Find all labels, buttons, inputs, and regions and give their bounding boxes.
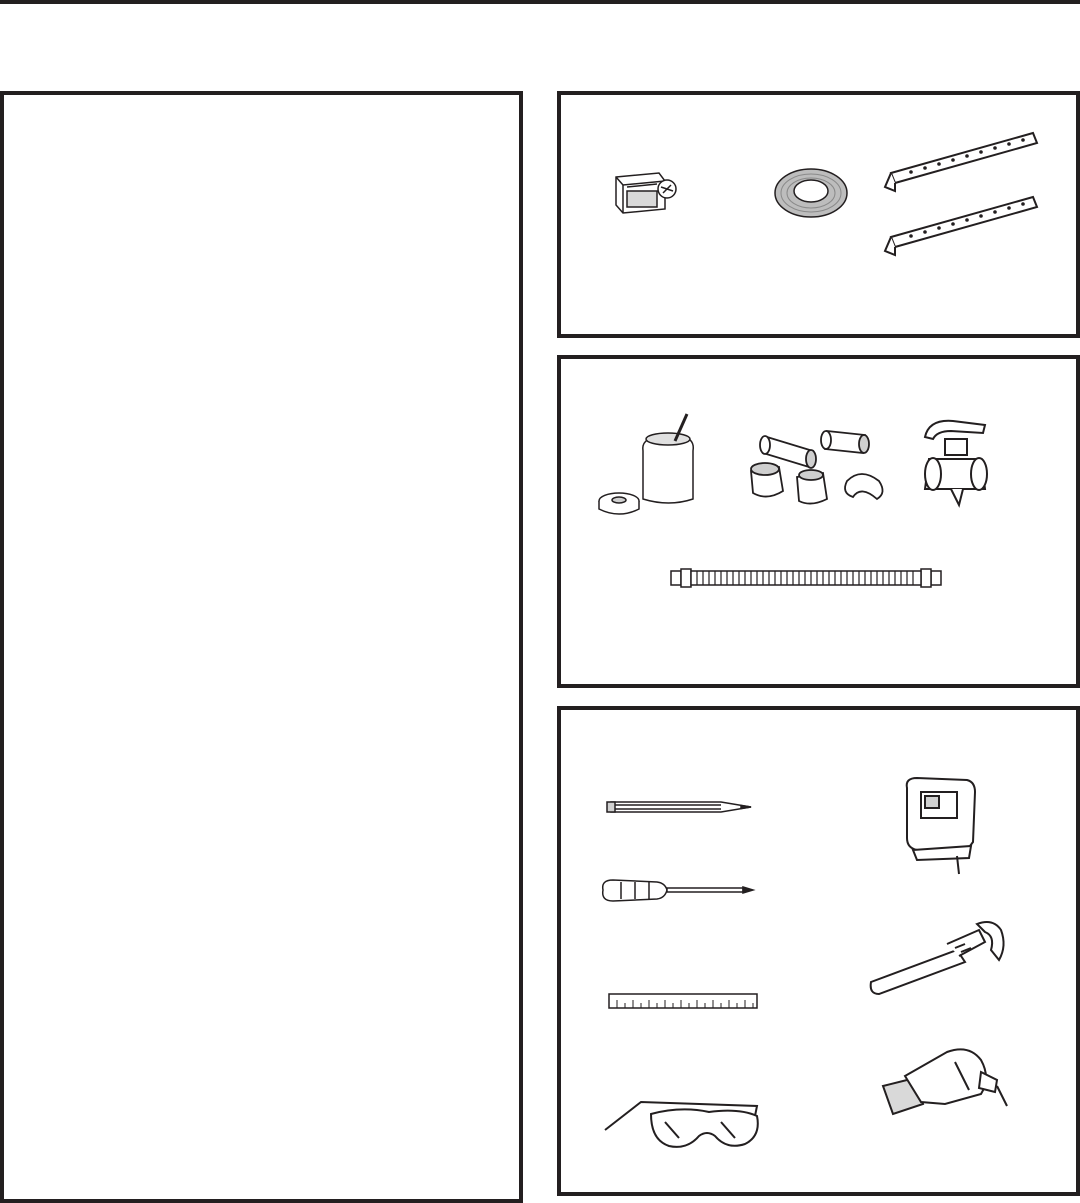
parts-illustration	[561, 95, 1076, 334]
mounting-bracket-icon	[885, 197, 1037, 255]
safety-glasses-icon	[605, 1102, 758, 1147]
anti-tip-washer-icon	[775, 169, 847, 217]
pencil-icon	[607, 802, 751, 812]
pipe-fittings-icon	[751, 431, 883, 504]
parts-included-panel	[557, 91, 1080, 338]
screwdriver-icon	[603, 880, 753, 901]
instructions-panel	[0, 91, 523, 1203]
top-rule	[0, 0, 1080, 4]
jigsaw-icon	[907, 778, 975, 874]
flexible-connector-icon	[671, 569, 941, 587]
pipe-wrench-icon	[871, 922, 1004, 994]
materials-illustration	[561, 359, 1076, 684]
drill-icon	[883, 1049, 1007, 1114]
materials-needed-panel	[557, 355, 1080, 688]
range-icon	[616, 173, 676, 213]
pipe-compound-and-tape-icon	[599, 414, 693, 514]
tools-illustration	[561, 710, 1076, 1192]
shut-off-valve-icon	[925, 421, 987, 505]
tools-needed-panel	[557, 706, 1080, 1196]
ruler-icon	[609, 994, 757, 1008]
mounting-bracket-icon	[885, 133, 1037, 191]
